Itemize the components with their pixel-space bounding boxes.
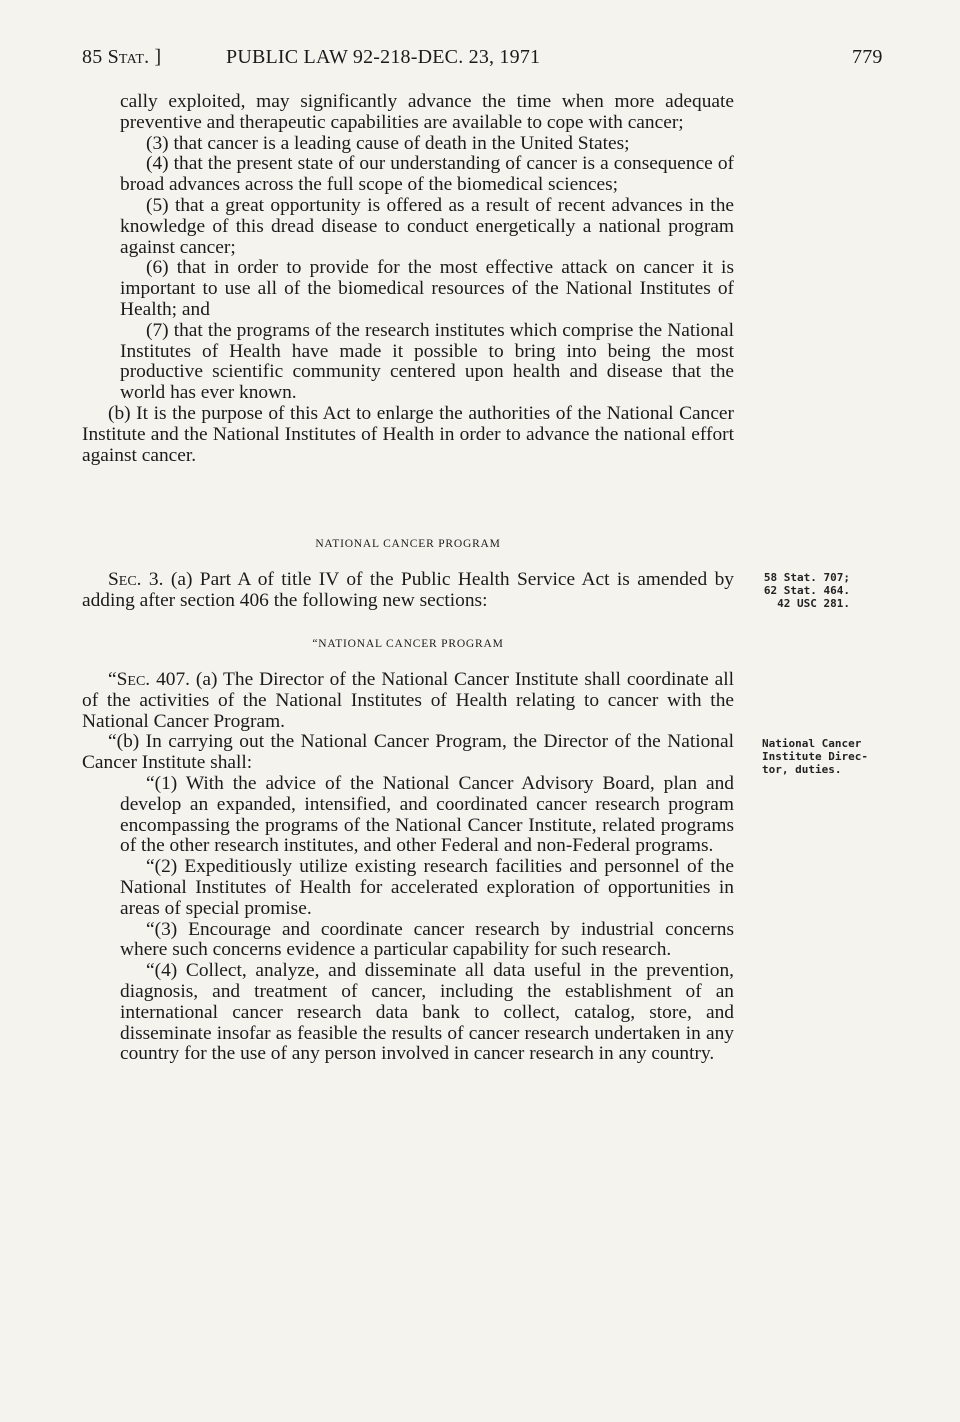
section-heading-national-cancer-program: NATIONAL CANCER PROGRAM xyxy=(315,538,501,550)
section-3 xyxy=(82,570,734,612)
section-3-label: Sec. 3. xyxy=(108,569,164,590)
page-number: 779 xyxy=(852,46,883,68)
finding-5: (5) that a great opportunity is offered as a result of recent advances in the knowledge of this dread disease to conduct energetically a national program against cancer; xyxy=(120,194,734,258)
findings-block xyxy=(82,92,734,466)
margin-note-director-duties xyxy=(762,737,912,776)
duty-2: “(2) Expeditiously utilize existing research facilities and personnel of the National Institutes of Health for accelerated exploration of opportunities in areas of special promise. xyxy=(120,856,734,919)
section-407-b: “(b) In carrying out the National Cancer Program, the Director of the National Cancer Institute shall: xyxy=(82,731,734,774)
volume-stat: Stat. xyxy=(107,46,150,68)
running-head-title: PUBLIC LAW 92-218-DEC. 23, 1971 xyxy=(226,46,541,68)
section-3-paragraph xyxy=(82,570,734,612)
finding-6: (6) that in order to provide for the most effective attack on cancer it is important to use all of the biomedical resources of the National Institutes of Health; and xyxy=(120,257,734,320)
purpose-paragraph: (b) It is the purpose of this Act to enlarge the authorities of the National Cancer Institute and the National Institutes of Health in order to advance the national effort against cancer. xyxy=(82,402,734,466)
finding-4: (4) that the present state of our understanding of cancer is a consequence of broad advances across the full scope of the biomedical sciences; xyxy=(120,153,734,196)
duty-1: “(1) With the advice of the National Cancer Advisory Board, plan and develop an expanded, intensified, and coordinated cancer research program encompassing the programs of the National Cancer Institute, related programs of the other research institutes, and other Federal and non-Federal programs. xyxy=(120,772,734,857)
citation-line: 42 USC 281. xyxy=(777,597,850,610)
finding-7: (7) that the programs of the research institutes which comprise the National Institutes of Health have made it possible to bring into being the most productive scientific community centered upon health and disease that the world has ever known. xyxy=(120,319,734,404)
citation-line: 58 Stat. 707; xyxy=(763,571,850,584)
section-407-a xyxy=(82,670,734,732)
margin-note-line: tor, duties. xyxy=(762,763,842,776)
section-3-text: (a) Part A of title IV of the Public Health Service Act is amended by adding after section 406 the following new sections: xyxy=(82,569,734,611)
volume-bracket: ] xyxy=(154,46,162,68)
section-407-label: “Sec. xyxy=(108,669,151,690)
paragraph-continuation: cally exploited, may significantly advance the time when more adequate preventive and therapeutic capabilities are available to cope with cancer; xyxy=(120,91,734,133)
section-407 xyxy=(82,670,734,1065)
citation-line: 62 Stat. 464. xyxy=(763,584,850,597)
margin-note-line: Institute Direc- xyxy=(762,750,868,763)
running-head-volume xyxy=(82,46,161,69)
margin-note-line: National Cancer xyxy=(762,737,862,750)
quoted-heading-national-cancer-program: “NATIONAL CANCER PROGRAM xyxy=(312,638,504,650)
margin-citation xyxy=(746,571,850,610)
duty-3: “(3) Encourage and coordinate cancer research by industrial concerns where such concerns evidence a particular capability for such research. xyxy=(120,918,734,961)
volume-number: 85 xyxy=(82,46,103,68)
finding-3: (3) that cancer is a leading cause of death in the United States; xyxy=(146,132,630,154)
duty-4: “(4) Collect, analyze, and disseminate all data useful in the prevention, diagnosis, and treatment of cancer, including the establishment of an international cancer research data bank to collect, catalog, store, and disseminate insofar as feasible the results of cancer research undertaken in any country for the use of any person involved in cancer research in any country. xyxy=(120,960,734,1065)
section-407-a-text: 407. (a) The Director of the National Cancer Institute shall coordinate all of the activities of the National Institutes of Health relating to cancer with the National Cancer Program. xyxy=(82,669,735,732)
